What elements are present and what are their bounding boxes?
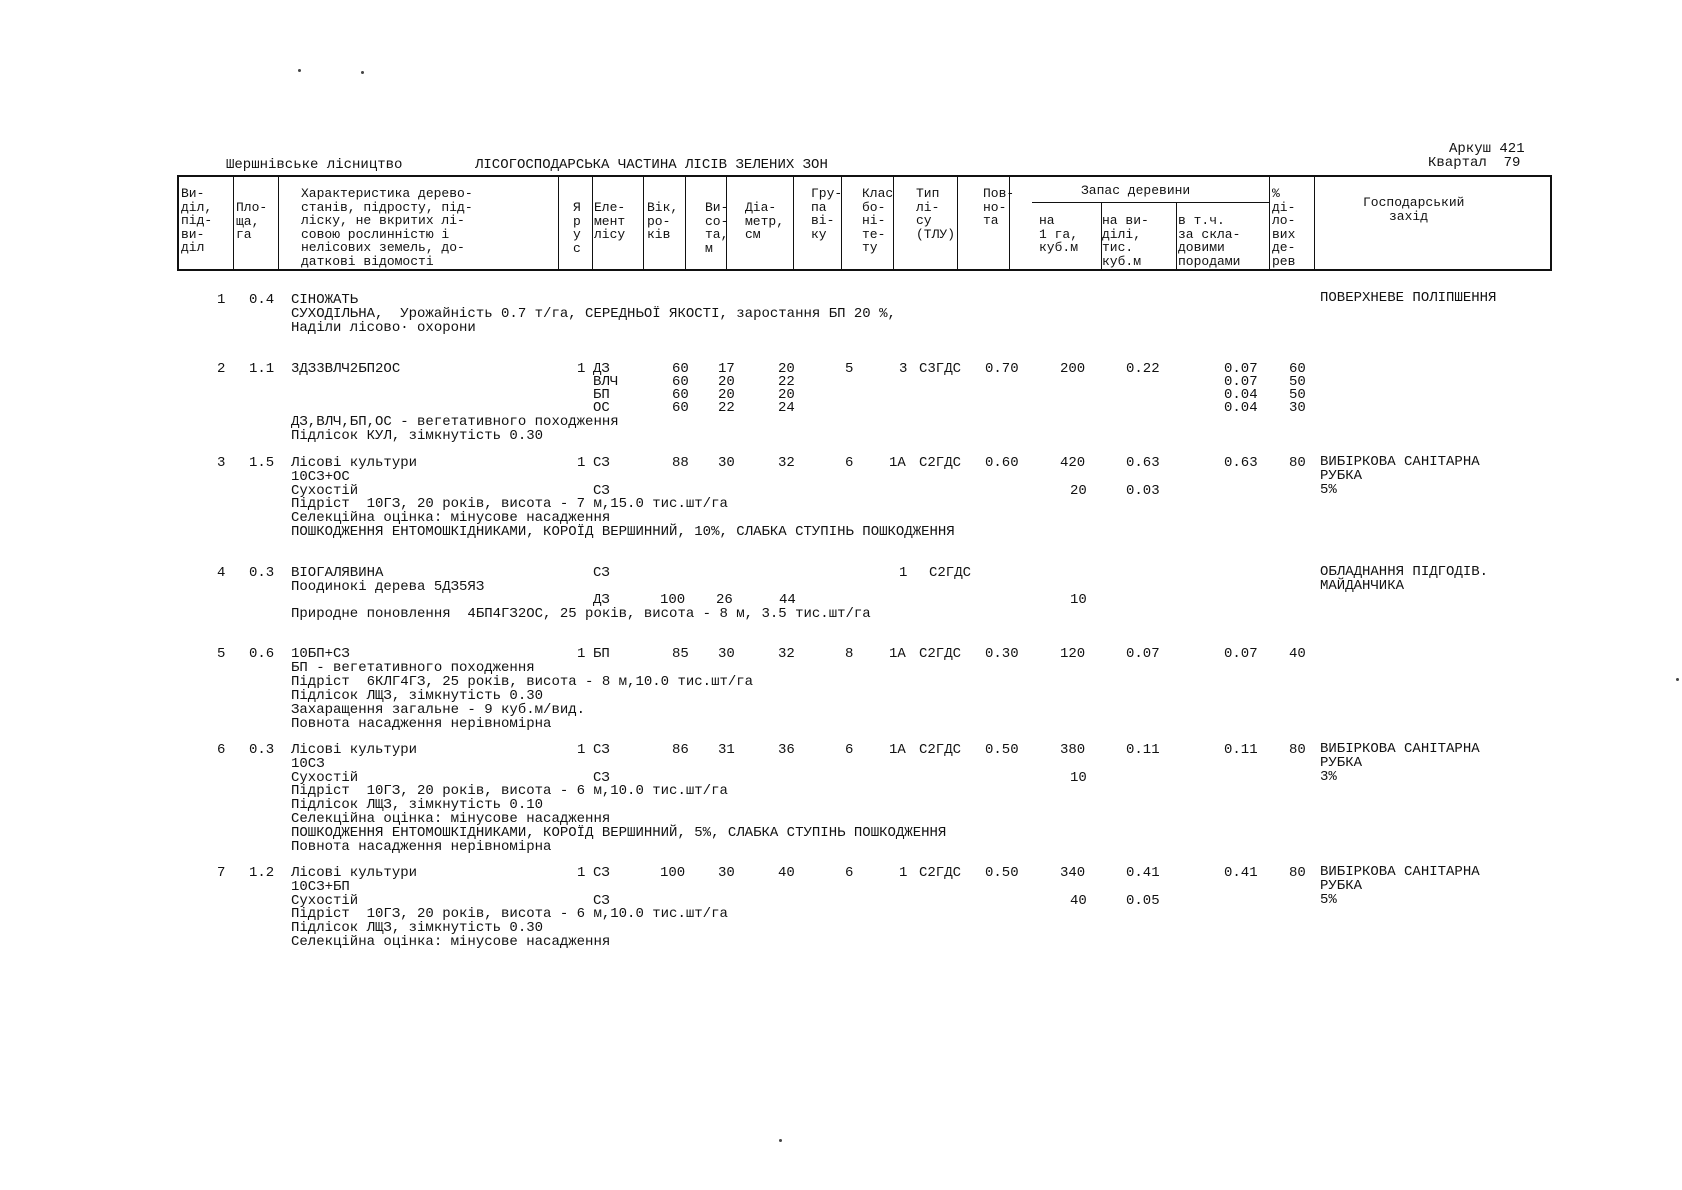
row-5-tlu: С2ГДС — [919, 646, 962, 662]
col-area: Пло- ща, га — [236, 200, 268, 242]
row-2-note: ДЗ,ВЛЧ,БП,ОС - вегетативного походження — [291, 414, 619, 430]
row-4-area: 0.3 — [249, 565, 275, 581]
row-2-diameter: 20 — [778, 387, 795, 403]
row-1-note: Наділи лісово· охорони — [291, 320, 476, 336]
row-6-num: 6 — [217, 742, 226, 758]
row-5-pct: 40 — [1289, 646, 1306, 662]
row-3-measure: ВИБІРКОВА САНІТАРНА — [1320, 454, 1480, 470]
row-6-dead-element: СЗ — [593, 770, 610, 786]
row-7-density: 0.50 — [985, 865, 1019, 881]
row-3-diameter: 32 — [778, 455, 795, 471]
row-3-measure: РУБКА — [1320, 468, 1363, 484]
row-5-height: 30 — [718, 646, 735, 662]
row-3-group: 6 — [845, 455, 854, 471]
row-7-measure: 5% — [1320, 892, 1337, 908]
row-7-note: Селекційна оцінка: мінусове насадження — [291, 934, 611, 950]
row-2-stock-incl: 0.04 — [1224, 400, 1258, 416]
row-7-dead-element: СЗ — [593, 893, 610, 909]
row-3-measure: 5% — [1320, 482, 1337, 498]
row-3-dead-stock-ha: 20 — [1070, 483, 1087, 499]
row-3-pct: 80 — [1289, 455, 1306, 471]
row-3-note: Селекційна оцінка: мінусове насадження — [291, 510, 611, 526]
row-2-age: 60 — [672, 361, 689, 377]
row-7-note: Підріст 10ГЗ, 20 років, висота - 6 м,10.0 тис.шт/га — [291, 906, 728, 922]
row-5-group: 8 — [845, 646, 854, 662]
row-3-element: СЗ — [593, 455, 610, 471]
row-7-desc: Лісові культури — [291, 865, 418, 881]
row-2-stock-incl: 0.04 — [1224, 387, 1258, 403]
row-6-note: Підріст 10ГЗ, 20 років, висота - 6 м,10.0 тис.шт/га — [291, 783, 728, 799]
row-4-tlu: С2ГДС — [929, 565, 972, 581]
row-7-bonitet: 1 — [899, 865, 908, 881]
row-2-tlu: С3ГДС — [919, 361, 962, 377]
row-4-diameter: 44 — [779, 592, 796, 608]
row-3-bonitet: 1А — [889, 455, 906, 471]
row-2-bonitet: 3 — [899, 361, 908, 377]
row-6-stock-ha: 380 — [1060, 742, 1086, 758]
col-stock-per-unit: на ви- ділі, тис. куб.м — [1102, 213, 1149, 269]
row-7-dead-stock-ha: 40 — [1070, 893, 1087, 909]
row-2-height: 20 — [718, 387, 735, 403]
row-3-note: Підріст 10ГЗ, 20 років, висота - 7 м,15.0 тис.шт/га — [291, 496, 728, 512]
row-2-age: 60 — [672, 387, 689, 403]
row-2-element: ДЗ — [593, 361, 610, 377]
col-forest-type: Тип лі- су (ТЛУ) — [916, 186, 956, 242]
row-7-area: 1.2 — [249, 865, 275, 881]
row-5-area: 0.6 — [249, 646, 275, 662]
row-1-desc: СІНОЖАТЬ — [291, 292, 359, 308]
scan-speck — [361, 71, 364, 74]
col-description: Характеристика дерево- станів, підросту, під- ліску, не вкритих лі- совою рослинністю і нелісових земель, до- даткові відомості — [301, 186, 473, 269]
row-5-element: БП — [593, 646, 610, 662]
row-6-yarus: 1 — [577, 742, 586, 758]
row-7-pct: 80 — [1289, 865, 1306, 881]
row-7-stock-ha: 340 — [1060, 865, 1086, 881]
row-5-yarus: 1 — [577, 646, 586, 662]
row-6-group: 6 — [845, 742, 854, 758]
row-1-area: 0.4 — [249, 292, 275, 308]
sheet-number: Аркуш 421 — [1449, 141, 1525, 157]
row-2-num: 2 — [217, 361, 226, 377]
row-6-element: СЗ — [593, 742, 610, 758]
col-stock-per-ha: на 1 га, куб.м — [1039, 213, 1079, 255]
row-5-num: 5 — [217, 646, 226, 662]
row-2-element: ВЛЧ — [593, 374, 619, 390]
row-2-stock-ha: 200 — [1060, 361, 1086, 377]
row-3-composition: 10СЗ+ОС — [291, 469, 350, 485]
row-5-stock-unit: 0.07 — [1126, 646, 1160, 662]
col-stock-by-species: в т.ч. за скла- довими породами — [1178, 213, 1241, 269]
row-2-note: Підлісок КУЛ, зімкнутість 0.30 — [291, 428, 544, 444]
col-age-group: Гру- па ві- ку — [811, 186, 843, 242]
row-4-element: ДЗ — [593, 592, 610, 608]
row-6-desc: Лісові культури — [291, 742, 418, 758]
row-3-stock-incl: 0.63 — [1224, 455, 1258, 471]
row-2-diameter: 20 — [778, 361, 795, 377]
row-6-note: Селекційна оцінка: мінусове насадження — [291, 811, 611, 827]
row-2-height: 20 — [718, 374, 735, 390]
row-6-stock-incl: 0.11 — [1224, 742, 1258, 758]
row-7-dead-label: Сухостій — [291, 893, 359, 909]
row-2-age: 60 — [672, 374, 689, 390]
row-5-density: 0.30 — [985, 646, 1019, 662]
row-6-note: ПОШКОДЖЕННЯ ЕНТОМОШКІДНИКАМИ, КОРОЇД ВЕРШИННИЙ, 5%, СЛАБКА СТУПІНЬ ПОШКОДЖЕННЯ — [291, 825, 947, 841]
scan-speck — [779, 1139, 782, 1142]
row-3-yarus: 1 — [577, 455, 586, 471]
row-4-note: Природне поновлення 4БП4ГЗ2ОС, 25 років, висота - 8 м, 3.5 тис.шт/га — [291, 606, 871, 622]
row-4-num: 4 — [217, 565, 226, 581]
row-6-height: 31 — [718, 742, 735, 758]
row-4-age: 100 — [660, 592, 686, 608]
row-4-stock-ha: 10 — [1070, 592, 1087, 608]
row-6-age: 86 — [672, 742, 689, 758]
row-2-diameter: 24 — [778, 400, 795, 416]
row-6-dead-label: Сухостій — [291, 770, 359, 786]
row-3-desc: Лісові культури — [291, 455, 418, 471]
row-7-age: 100 — [660, 865, 686, 881]
col-yarus: Я р у с — [573, 200, 581, 256]
row-7-yarus: 1 — [577, 865, 586, 881]
row-7-composition: 10СЗ+БП — [291, 879, 350, 895]
row-3-stock-ha: 420 — [1060, 455, 1086, 471]
row-2-diameter: 22 — [778, 374, 795, 390]
row-6-measure: РУБКА — [1320, 755, 1363, 771]
row-2-density: 0.70 — [985, 361, 1019, 377]
row-7-group: 6 — [845, 865, 854, 881]
row-7-measure: РУБКА — [1320, 878, 1363, 894]
row-5-stock-ha: 120 — [1060, 646, 1086, 662]
row-3-density: 0.60 — [985, 455, 1019, 471]
row-7-note: Підлісок ЛЩЗ, зімкнутість 0.30 — [291, 920, 544, 936]
row-2-stock-unit: 0.22 — [1126, 361, 1160, 377]
row-5-desc: 10БП+СЗ — [291, 646, 350, 662]
row-6-measure: 3% — [1320, 769, 1337, 785]
row-4-height: 26 — [716, 592, 733, 608]
row-2-height: 17 — [718, 361, 735, 377]
col-measure: Господарський захід — [1363, 195, 1465, 224]
row-4-measure: ОБЛАДНАННЯ ПІДГОДІВ. — [1320, 564, 1489, 580]
row-2-pct: 30 — [1289, 400, 1306, 416]
row-6-dead-stock-ha: 10 — [1070, 770, 1087, 786]
col-stock-group: Запас деревини — [1081, 183, 1191, 198]
row-6-bonitet: 1А — [889, 742, 906, 758]
row-5-stock-incl: 0.07 — [1224, 646, 1258, 662]
scan-speck — [1676, 678, 1679, 681]
row-5-note: Підлісок ЛЩЗ, зімкнутість 0.30 — [291, 688, 544, 704]
row-4-measure: МАЙДАНЧИКА — [1320, 578, 1405, 594]
forestry-name: Шершнівське лісництво — [226, 157, 403, 173]
row-7-stock-incl: 0.41 — [1224, 865, 1258, 881]
row-5-bonitet: 1А — [889, 646, 906, 662]
row-2-age: 60 — [672, 400, 689, 416]
row-6-tlu: С2ГДС — [919, 742, 962, 758]
row-6-pct: 80 — [1289, 742, 1306, 758]
row-2-pct: 60 — [1289, 361, 1306, 377]
row-7-dead-stock-unit: 0.05 — [1126, 893, 1160, 909]
row-3-dead-stock-unit: 0.03 — [1126, 483, 1160, 499]
row-4-bonitet: 1 — [899, 565, 908, 581]
quarter-number: Квартал 79 — [1428, 155, 1521, 171]
row-7-measure: ВИБІРКОВА САНІТАРНА — [1320, 864, 1480, 880]
row-6-measure: ВИБІРКОВА САНІТАРНА — [1320, 741, 1480, 757]
row-2-desc: 3ДЗ3ВЛЧ2БП2ОС — [291, 361, 401, 377]
row-7-tlu: С2ГДС — [919, 865, 962, 881]
col-bonitet: Клас бо- ні- те- ту — [862, 186, 894, 255]
row-3-tlu: С2ГДС — [919, 455, 962, 471]
row-7-diameter: 40 — [778, 865, 795, 881]
row-3-height: 30 — [718, 455, 735, 471]
row-2-pct: 50 — [1289, 374, 1306, 390]
row-2-pct: 50 — [1289, 387, 1306, 403]
col-density: Пов- но- та — [983, 186, 1015, 228]
row-7-stock-unit: 0.41 — [1126, 865, 1160, 881]
col-vydil: Ви- діл, під- ви- діл — [181, 186, 213, 255]
col-business-pct: % ді- ло- вих де- рев — [1272, 186, 1296, 269]
col-element: Еле- мент лісу — [594, 200, 626, 242]
row-5-note: Повнота насадження нерівномірна — [291, 716, 552, 732]
row-7-element: СЗ — [593, 865, 610, 881]
row-3-dead-label: Сухостій — [291, 483, 359, 499]
row-3-age: 88 — [672, 455, 689, 471]
row-6-note: Підлісок ЛЩЗ, зімкнутість 0.10 — [291, 797, 544, 813]
scan-speck — [298, 69, 301, 72]
row-6-stock-unit: 0.11 — [1126, 742, 1160, 758]
row-5-note: Підріст 6КЛГ4ГЗ, 25 років, висота - 8 м,10.0 тис.шт/га — [291, 674, 754, 690]
row-6-composition: 10СЗ — [291, 756, 325, 772]
row-5-age: 85 — [672, 646, 689, 662]
row-2-area: 1.1 — [249, 361, 275, 377]
row-2-stock-incl: 0.07 — [1224, 374, 1258, 390]
col-height: Ви- со- та, м — [705, 200, 729, 256]
row-2-element: ОС — [593, 400, 610, 416]
row-5-note: Захаращення загальне - 9 куб.м/вид. — [291, 702, 586, 718]
row-2-group: 5 — [845, 361, 854, 377]
row-7-height: 30 — [718, 865, 735, 881]
row-4-desc: ВІОГАЛЯВИНА — [291, 565, 384, 581]
row-4-composition: Поодинокі дерева 5ДЗ5ЯЗ — [291, 579, 485, 595]
row-2-height: 22 — [718, 400, 735, 416]
row-3-num: 3 — [217, 455, 226, 471]
col-age: Вік, ро- ків — [647, 200, 679, 242]
row-3-note: ПОШКОДЖЕННЯ ЕНТОМОШКІДНИКАМИ, КОРОЇД ВЕРШИННИЙ, 10%, СЛАБКА СТУПІНЬ ПОШКОДЖЕННЯ — [291, 524, 955, 540]
row-3-area: 1.5 — [249, 455, 275, 471]
row-5-note: БП - вегетативного походження — [291, 660, 535, 676]
row-1-note: СУХОДІЛЬНА, Урожайність 0.7 т/га, СЕРЕДНЬОЇ ЯКОСТІ, заростання БП 20 %, — [291, 306, 896, 322]
row-6-note: Повнота насадження нерівномірна — [291, 839, 552, 855]
row-3-stock-unit: 0.63 — [1126, 455, 1160, 471]
row-5-diameter: 32 — [778, 646, 795, 662]
row-6-diameter: 36 — [778, 742, 795, 758]
row-6-area: 0.3 — [249, 742, 275, 758]
row-7-num: 7 — [217, 865, 226, 881]
row-2-stock-incl: 0.07 — [1224, 361, 1258, 377]
col-diameter: Діа- метр, см — [745, 200, 785, 242]
row-1-num: 1 — [217, 292, 226, 308]
row-4-element: СЗ — [593, 565, 610, 581]
row-2-element: БП — [593, 387, 610, 403]
forest-part-title: ЛІСОГОСПОДАРСЬКА ЧАСТИНА ЛІСІВ ЗЕЛЕНИХ ЗОН — [475, 157, 828, 173]
row-2-yarus: 1 — [577, 361, 586, 377]
row-1-measure: ПОВЕРХНЕВЕ ПОЛІПШЕННЯ — [1320, 290, 1497, 306]
row-3-dead-element: СЗ — [593, 483, 610, 499]
row-6-density: 0.50 — [985, 742, 1019, 758]
